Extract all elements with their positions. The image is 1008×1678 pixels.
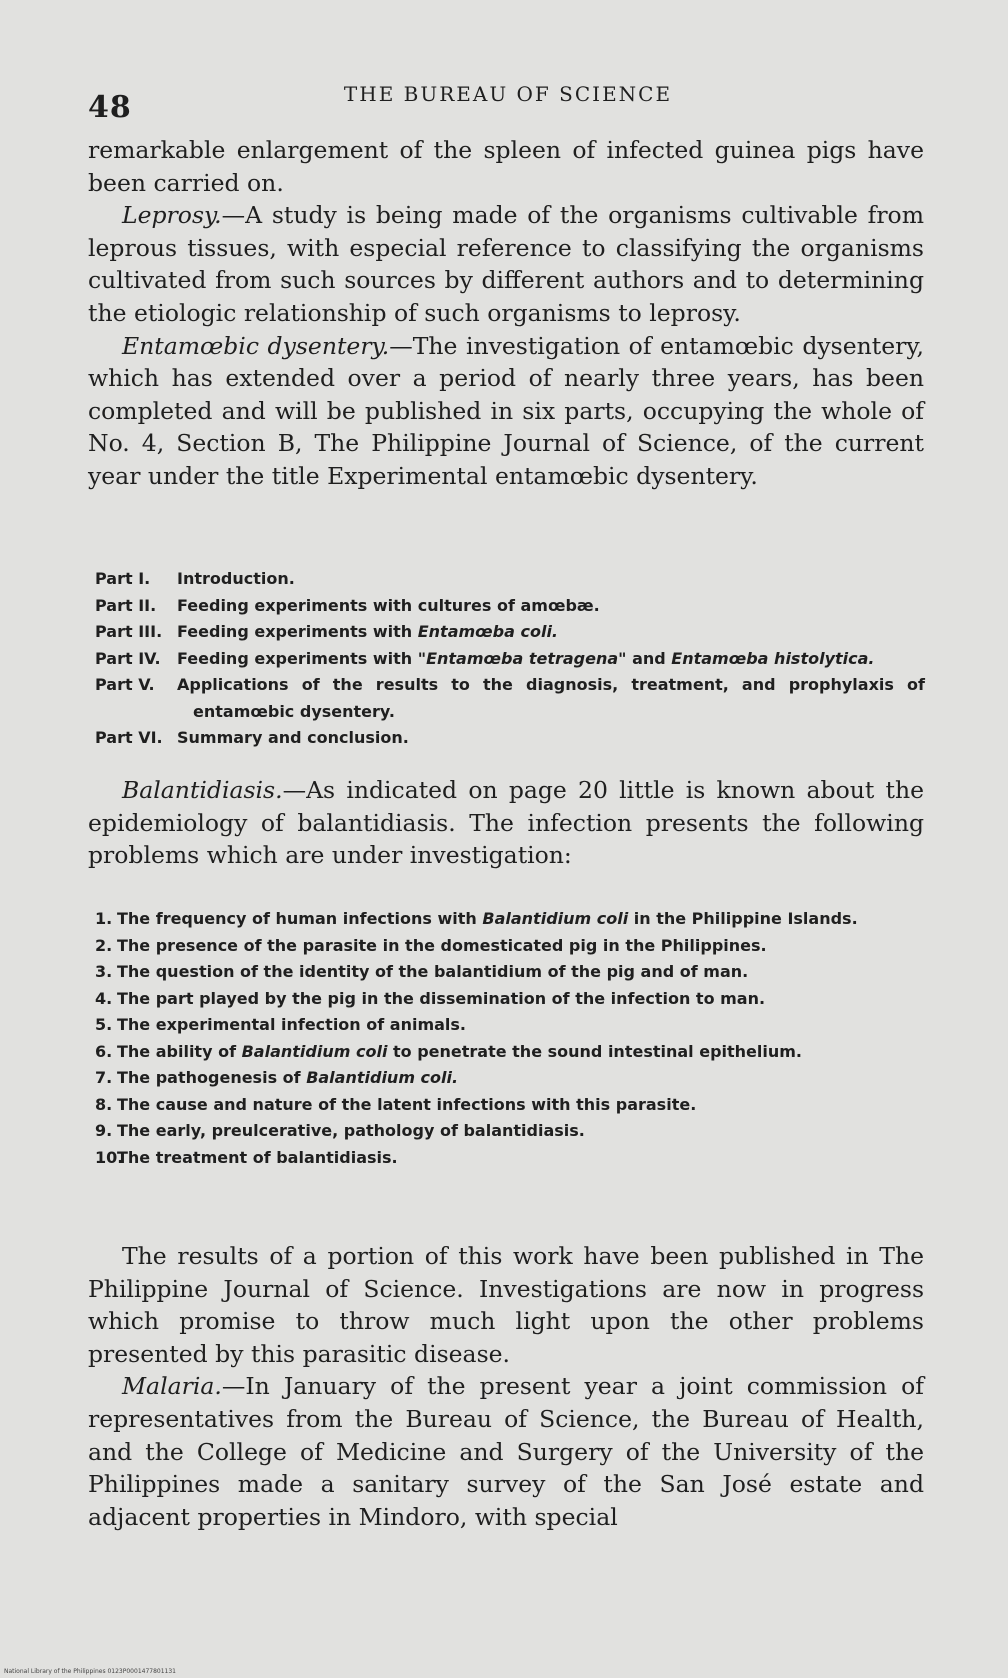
- list-item: [95, 1118, 925, 1145]
- list-item: [95, 986, 925, 1013]
- part-text: Feeding experiments with: [177, 622, 418, 641]
- list-item: [95, 1039, 925, 1066]
- problem-italic: Balantidium coli: [241, 1041, 388, 1061]
- dysentery-text: —The investigation of entamœbic dysentery, which has extended over a period of nearly three years, has been completed and will be published in six parts, occupying the whole of No. 4, Section B, The Philippine Journal of Science, of the current year under the title Experimental entamœbic dysentery.: [88, 331, 924, 490]
- leprosy-heading: Leprosy.: [122, 201, 222, 230]
- part-text: Feeding experiments with cultures of amœbæ.: [177, 595, 600, 615]
- body-section-3: [88, 1240, 924, 1533]
- problem-number: 4.: [95, 988, 113, 1008]
- problem-number: 5.: [95, 1015, 113, 1034]
- part-label: Part I.: [95, 569, 151, 588]
- list-item: [95, 1012, 925, 1039]
- dysentery-heading: Entamœbic dysentery.: [122, 331, 390, 360]
- problem-text: The frequency of human infections with: [117, 909, 483, 928]
- problem-text-2: to penetrate the sound intestinal epithelium.: [387, 1041, 802, 1061]
- part-text-2: " and: [618, 648, 672, 668]
- list-item: [95, 1065, 925, 1092]
- list-item: [95, 725, 925, 752]
- page-header: [88, 76, 928, 126]
- part-label: Part IV.: [95, 648, 161, 668]
- list-item: [95, 959, 925, 986]
- paragraph-spleen: remarkable enlargement of the spleen of infected guinea pigs have been carried on.: [88, 136, 924, 197]
- part-text: Summary and conclusion.: [177, 728, 409, 747]
- problem-text: The early, preulcerative, pathology of balantidiasis.: [117, 1121, 585, 1140]
- part-label: Part II.: [95, 595, 157, 615]
- problem-number: 2.: [95, 935, 113, 955]
- problems-list: [95, 906, 925, 1171]
- list-item: [95, 566, 925, 593]
- paragraph-malaria: [88, 1370, 924, 1533]
- problem-number: 1.: [95, 909, 113, 928]
- problem-text: The presence of the parasite in the domesticated pig in the Philippines.: [117, 935, 767, 955]
- part-text: Feeding experiments with ": [177, 648, 427, 668]
- problem-number: 7.: [95, 1068, 113, 1087]
- part-label: Part V.: [95, 675, 155, 694]
- problem-number: 8.: [95, 1094, 113, 1114]
- paragraph-results: The results of a portion of this work have been published in The Philippine Journal of Science. Investigations are now in progress which promise to throw much light upon the other problems presented by this parasitic disease.: [88, 1242, 924, 1368]
- paragraph-leprosy: [88, 199, 924, 329]
- problem-italic: Balantidium coli: [482, 909, 629, 928]
- part-text: Applications of the results to the diagnosis, treatment, and prophylaxis of entamœbic dysentery.: [177, 675, 925, 721]
- parts-list: [95, 566, 925, 752]
- list-item: [95, 672, 925, 725]
- malaria-heading: Malaria.: [122, 1372, 222, 1401]
- problem-text: The cause and nature of the latent infections with this parasite.: [117, 1094, 697, 1114]
- list-item: [95, 593, 925, 620]
- problem-italic: Balantidium coli.: [306, 1068, 459, 1087]
- list-item: [95, 1092, 925, 1119]
- problem-text: The question of the identity of the balantidium of the pig and of man.: [117, 962, 749, 981]
- malaria-text: —In January of the present year a joint commission of representatives from the Bureau of Science, the Bureau of Health, and the College of Medicine and Surgery of the University of the Philippines made a sanitary survey of the San José estate and adjacent properties in Mindoro, with special: [88, 1372, 924, 1531]
- list-item: [95, 933, 925, 960]
- problem-text-2: in the Philippine Islands.: [628, 909, 858, 928]
- problem-text: The pathogenesis of: [117, 1068, 307, 1087]
- paragraph-dysentery: [88, 330, 924, 493]
- body-section-1: [88, 134, 924, 493]
- part-italic: Entamœba tetragena: [426, 648, 619, 668]
- list-item: [95, 646, 925, 673]
- problem-number: 6.: [95, 1041, 113, 1061]
- part-italic-2: Entamœba histolytica.: [671, 648, 875, 668]
- problem-text: The part played by the pig in the dissemination of the infection to man.: [117, 988, 766, 1008]
- leprosy-text: —A study is being made of the organisms cultivable from leprous tissues, with especial reference to classifying the organisms cultivated from such sources by different authors and to determining the etiologic relationship of such organisms to leprosy.: [88, 201, 924, 327]
- problem-number: 3.: [95, 962, 113, 981]
- problem-text: The treatment of balantidiasis.: [117, 1147, 398, 1167]
- balantidiasis-heading: Balantidiasis.: [122, 776, 283, 804]
- problem-text: The experimental infection of animals.: [117, 1015, 466, 1034]
- list-item: [95, 1145, 925, 1172]
- part-italic: Entamœba coli.: [417, 622, 559, 641]
- part-text: Introduction.: [177, 569, 295, 588]
- balantidiasis-text: —As indicated on page 20 little is known about the epidemiology of balantidiasis. The infection presents the following problems which are under investigation:: [88, 776, 924, 870]
- problem-number: 9.: [95, 1121, 113, 1140]
- list-item: [95, 619, 925, 646]
- part-label: Part VI.: [95, 728, 163, 747]
- page-number: 48: [88, 90, 132, 125]
- library-footer: National Library of the Philippines 0123P0001477801131: [4, 1668, 176, 1675]
- body-section-2: [88, 774, 924, 872]
- paragraph-balantidiasis: [88, 774, 924, 872]
- running-head: THE BUREAU OF SCIENCE: [343, 82, 673, 106]
- problem-text: The ability of: [117, 1041, 242, 1061]
- part-label: Part III.: [95, 622, 163, 641]
- list-item: [95, 906, 925, 933]
- problem-number: 10.: [95, 1147, 124, 1167]
